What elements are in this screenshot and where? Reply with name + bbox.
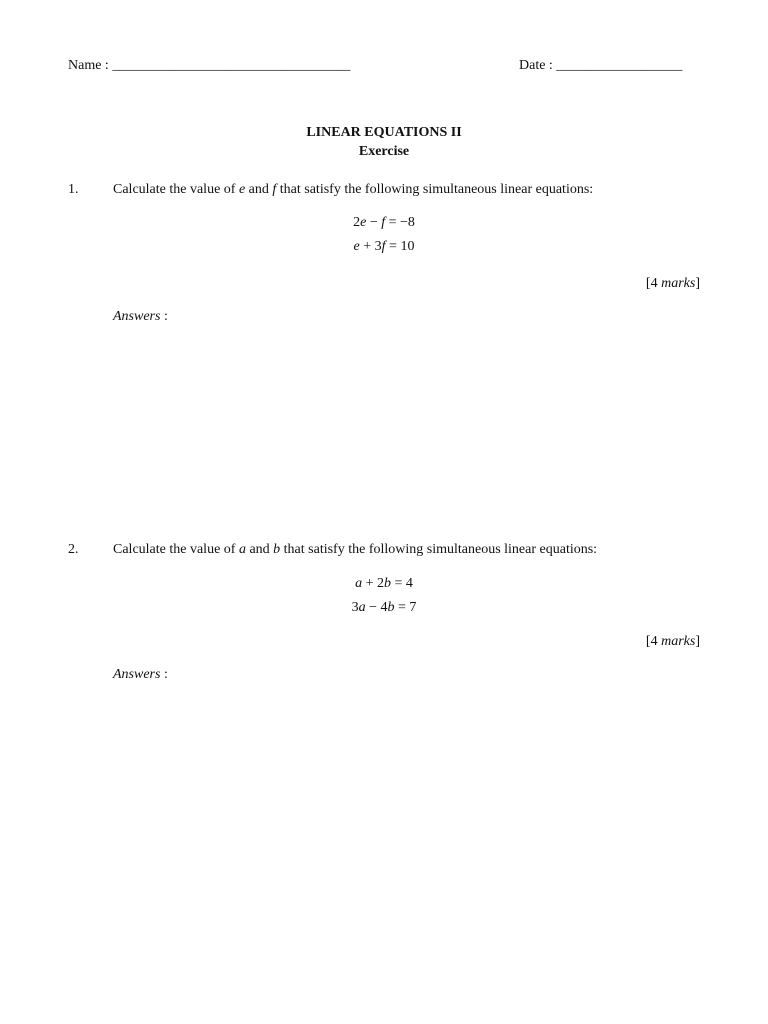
question-2-answers-label: Answers :: [113, 667, 168, 682]
page-subtitle: Exercise: [358, 144, 410, 159]
name-field[interactable]: __________________________________: [112, 58, 351, 73]
question-2-text: Calculate the value of a and b that satisfy the following simultaneous linear equations:: [113, 542, 598, 557]
question-2-equation-1: a + 2b = 4: [355, 576, 413, 591]
question-1-answers-label: Answers :: [113, 309, 168, 324]
date-line: [519, 58, 682, 74]
question-1-equation-2: e + 3f = 10: [353, 239, 415, 254]
question-2-marks: [4 marks]: [645, 634, 700, 649]
question-2-number: 2.: [68, 542, 79, 557]
question-1-marks: [4 marks]: [645, 276, 700, 291]
question-1-text: Calculate the value of e and f that satisfy the following simultaneous linear equations:: [113, 182, 594, 197]
page-title: LINEAR EQUATIONS II: [306, 125, 462, 140]
date-label: Date :: [519, 58, 553, 73]
name-line: [68, 58, 350, 74]
date-field[interactable]: __________________: [556, 58, 683, 73]
question-1-equation-1: 2e − f = −8: [353, 215, 415, 230]
question-2-equation-2: 3a − 4b = 7: [351, 600, 417, 615]
question-1-number: 1.: [68, 182, 79, 197]
name-label: Name :: [68, 58, 109, 73]
